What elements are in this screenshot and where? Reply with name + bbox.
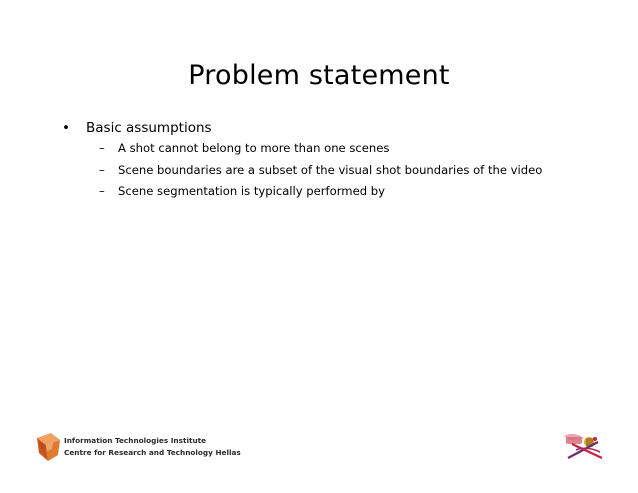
subbullet-item [99,160,622,182]
subbullet-marker: – [99,162,105,177]
iti-cube-logo-icon [34,431,62,463]
footer-text [64,435,241,459]
footer [34,431,294,471]
bullet-list [62,118,622,203]
subbullet-marker: – [99,141,105,155]
slide-title: Problem statement [188,60,450,91]
subbullet-list [62,138,622,203]
bullet-marker: • [62,120,70,136]
institute-name: Information Technologies Institute [64,436,207,445]
subbullet-text: A shot cannot belong to more than one scenes [118,141,390,155]
subbullet-item [99,181,622,203]
subbullet-item [99,138,622,160]
subbullet-text: Scene segmentation is typically performed by [118,184,385,198]
bullet-text: Basic assumptions [86,120,212,136]
subbullet-marker: – [99,184,105,198]
bullet-item [62,118,622,138]
project-logo-icon [562,428,606,462]
centre-name: Centre for Research and Technology Hellas [64,448,241,457]
subbullet-text: Scene boundaries are a subset of the visual shot boundaries of the video [118,162,543,177]
